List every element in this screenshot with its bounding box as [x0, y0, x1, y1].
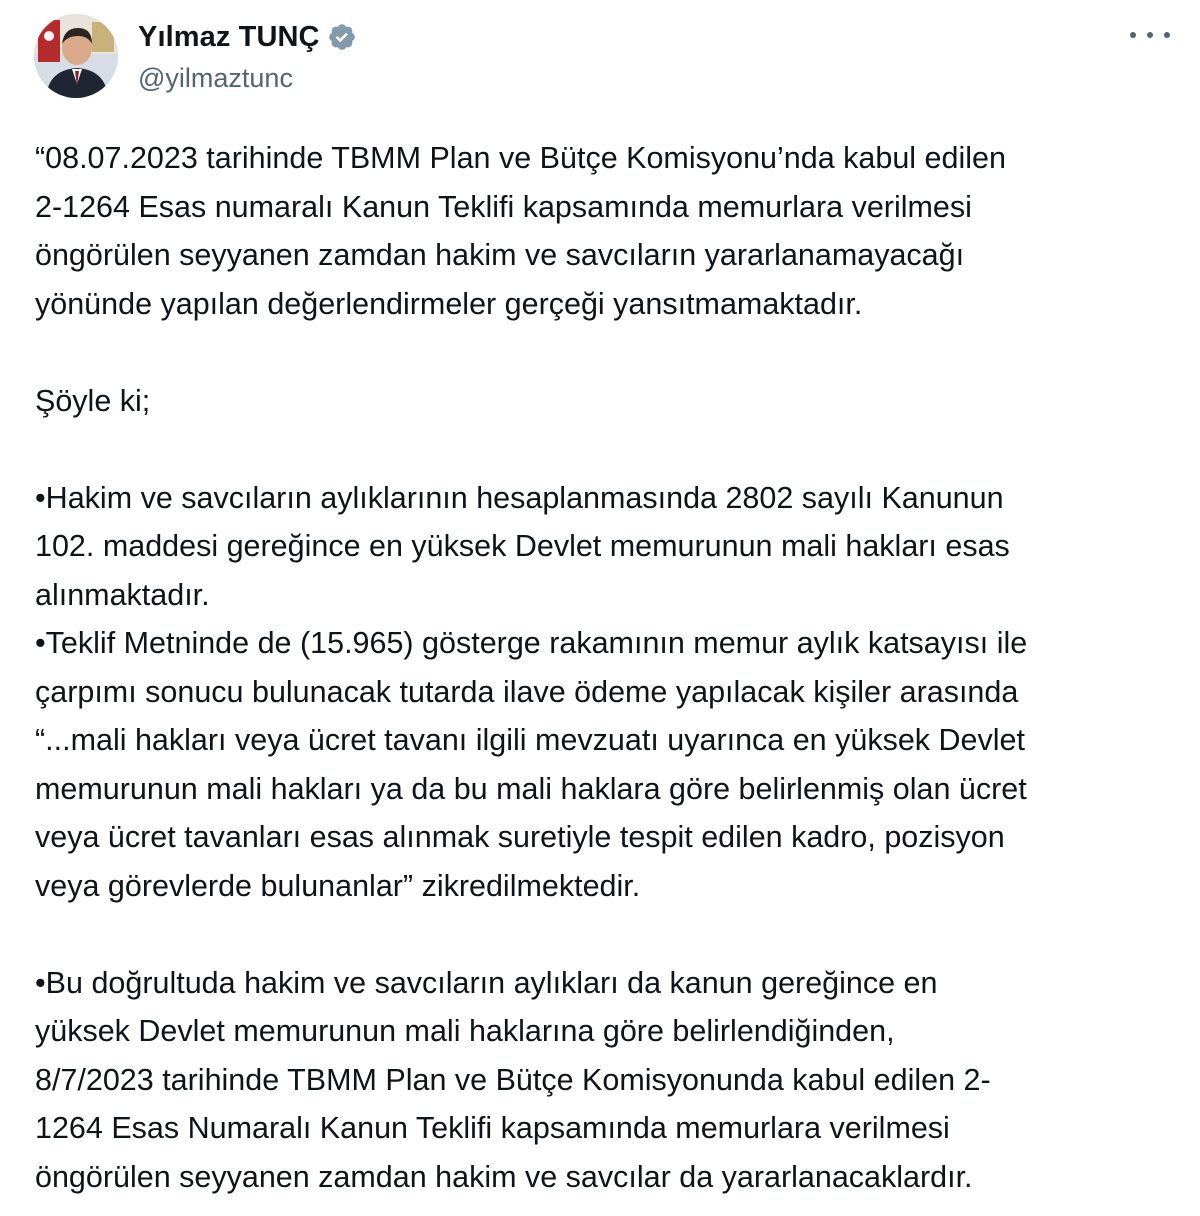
tweet-line: •Teklif Metninde de (15.965) gösterge rakamının memur aylık katsayısı ile [35, 626, 1028, 660]
tweet-line: Şöyle ki; [35, 383, 151, 418]
tweet-line: memurunun mali hakları ya da bu mali haklara göre belirlenmiş olan ücret [35, 771, 1027, 806]
more-options-icon[interactable] [1130, 20, 1170, 50]
paragraph-gap [35, 910, 1175, 959]
tweet-line: 102. maddesi gereğince en yüksek Devlet memurunun mali hakları esas [35, 529, 1010, 563]
tweet-line: veya görevlerde bulunanlar” zikredilmektedir. [35, 868, 641, 903]
tweet-header [34, 14, 1174, 100]
tweet-line: “...mali hakları veya ücret tavanı ilgili mevzuatı uyarınca en yüksek Devlet [35, 723, 1025, 757]
tweet-line: çarpımı sonucu bulunacak tutarda ilave ödeme yapılacak kişiler arasında [35, 674, 1019, 709]
tweet-line: •Hakim ve savcıların aylıklarının hesaplanmasında 2802 sayılı Kanunun [35, 480, 1004, 515]
tweet-line: 2-1264 Esas numaralı Kanun Teklifi kapsamında memurlara verilmesi [35, 189, 972, 224]
tweet-line: •Bu doğrultuda hakim ve savcıların aylıkları da kanun gereğince en [35, 965, 938, 1000]
display-name[interactable]: Yılmaz TUNÇ [138, 20, 320, 53]
tweet-line: öngörülen seyyanen zamdan hakim ve savcılar da yararlanacaklardır. [35, 1159, 973, 1194]
author-handle[interactable]: @yilmaztunc [138, 63, 293, 93]
display-name-row [138, 18, 357, 56]
more-dot [1164, 32, 1170, 38]
avatar[interactable] [34, 14, 118, 98]
tweet-line: yüksek Devlet memurunun mali haklarına göre belirlendiğinden, [35, 1014, 895, 1048]
verified-badge-icon[interactable] [327, 22, 357, 52]
more-dot [1147, 32, 1153, 38]
tweet-line: veya ücret tavanları esas alınmak suretiyle tespit edilen kadro, pozisyon [35, 820, 1005, 854]
tweet-line: öngörülen seyyanen zamdan hakim ve savcıların yararlanamayacağı [35, 238, 965, 272]
tweet-line: yönünde yapılan değerlendirmeler gerçeği yansıtmamaktadır. [35, 286, 863, 321]
tweet-line: 1264 Esas Numaralı Kanun Teklifi kapsamında memurlara verilmesi [35, 1111, 950, 1145]
avatar-image [34, 14, 118, 98]
paragraph-gap [35, 425, 1175, 474]
tweet-line: 8/7/2023 tarihinde TBMM Plan ve Bütçe Komisyonunda kabul edilen 2- [35, 1062, 991, 1097]
tweet-text [35, 134, 1175, 1201]
tweet-line: “08.07.2023 tarihinde TBMM Plan ve Bütçe Komisyonu’nda kabul edilen [35, 141, 1006, 175]
author-names [138, 18, 357, 96]
paragraph-gap [35, 328, 1175, 377]
tweet-line: alınmaktadır. [35, 577, 210, 612]
more-dot [1130, 32, 1136, 38]
